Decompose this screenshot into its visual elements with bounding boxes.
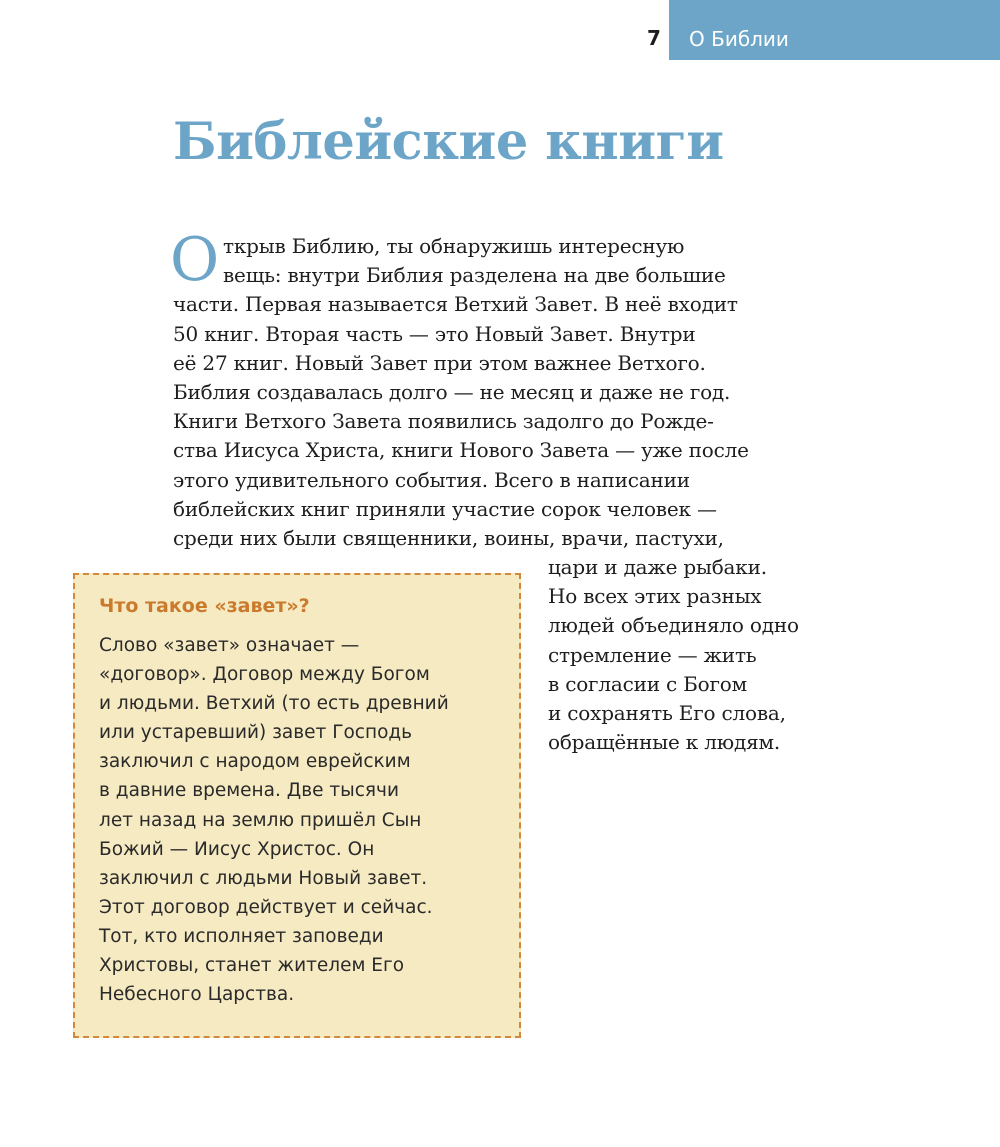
sidebar-text — [99, 631, 495, 1009]
body-line: в согласии с Богом — [548, 671, 747, 696]
sidebar-line: Тот, кто исполняет заповеди — [99, 925, 384, 947]
sidebar-line: и людьми. Ветхий (то есть древний — [99, 693, 449, 715]
section-tab — [669, 0, 1000, 60]
sidebar-line: Небесного Царства. — [99, 984, 295, 1006]
sidebar-line: Христовы, станет жителем Его — [99, 955, 405, 977]
body-line: этого удивительного события. Всего в написании — [173, 467, 690, 492]
body-line: части. Первая называется Ветхий Завет. В неё входит — [173, 292, 738, 317]
sidebar-line: заключил с людьми Новый завет. — [99, 867, 428, 889]
body-line: цари и даже рыбаки. — [548, 555, 767, 580]
body-line: среди них были священники, воины, врачи, пастухи, — [173, 525, 724, 550]
body-line: Библия создавалась долго — не месяц и даже не год. — [173, 379, 731, 404]
sidebar-line: «договор». Договор между Богом — [99, 664, 430, 686]
body-line: библейских книг приняли участие сорок человек — — [173, 496, 717, 521]
sidebar-line: заключил с народом еврейским — [99, 751, 411, 773]
body-line: людей объединяло одно — [548, 613, 799, 638]
drop-cap: О — [170, 225, 220, 295]
body-line: Книги Ветхого Завета появились задолго до Рожде- — [173, 409, 714, 434]
sidebar-line: лет назад на землю пришёл Сын — [99, 809, 422, 831]
body-line: ткрыв Библию, ты обнаружишь интересную — [223, 234, 685, 258]
sidebar-box — [73, 573, 521, 1038]
sidebar-line: Слово «завет» означает — — [99, 635, 360, 656]
body-line: обращённые к людям. — [548, 730, 781, 755]
sidebar-line: Этот договор действует и сейчас. — [99, 896, 433, 918]
sidebar-line: Божий — Иисус Христос. Он — [99, 838, 375, 860]
body-line: ства Иисуса Христа, книги Нового Завета — уже после — [173, 438, 749, 463]
body-line: и сохранять Его слова, — [548, 701, 786, 725]
page-title: Библейские книги — [173, 112, 724, 172]
sidebar-title: Что такое «завет»? — [99, 595, 310, 617]
body-line: её 27 книг. Новый Завет при этом важнее Ветхого. — [173, 350, 706, 375]
body-line: 50 книг. Вторая часть — это Новый Завет. Внутри — [173, 321, 696, 346]
section-tab-label: О Библии — [689, 27, 789, 51]
sidebar-line: или устаревший) завет Господь — [99, 722, 413, 744]
body-line: стремление — жить — [548, 642, 757, 667]
body-line: вещь: внутри Библия разделена на две большие — [223, 263, 726, 288]
sidebar-line: в давние времена. Две тысячи — [99, 780, 400, 802]
page-number: 7 — [647, 26, 661, 50]
body-line: Но всех этих разных — [548, 584, 762, 609]
